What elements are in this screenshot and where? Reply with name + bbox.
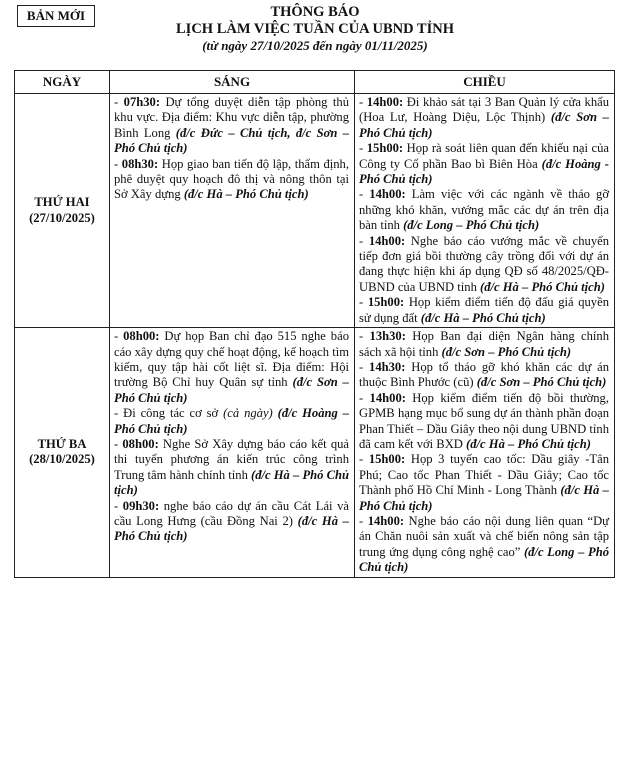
column-header-afternoon: CHIỀU	[355, 71, 615, 94]
item-text: Nghe báo cáo vướng mắc về chuyển tiếp đơn giá bồi thường cây trồng đối với dự án đang thực hiện khi áp dụng QĐ số 48/2025/QĐ-UBND của UBND tỉnh	[359, 233, 609, 294]
item-time: 14h30:	[369, 359, 406, 374]
item-time: 14h00:	[368, 233, 406, 248]
item-responsible: (đ/c Hà – Phó Chủ tịch)	[114, 467, 350, 498]
day-date: (27/10/2025)	[29, 210, 95, 225]
item-time: 08h30:	[121, 156, 159, 171]
item-time: 09h30:	[122, 498, 160, 513]
item-responsible: (đ/c Hà – Phó Chủ tịch)	[480, 279, 605, 294]
item-time: 08h00:	[123, 329, 160, 344]
schedule-item: - 09h30: nghe báo cáo dự án cầu Cát Lái và cầu Long Hưng (cầu Đồng Nai 2) (đ/c Hà – Phó Chủ tịch)	[114, 498, 350, 544]
column-header-morning: SÁNG	[110, 71, 355, 94]
item-time: 13h30:	[369, 329, 406, 344]
item-time: 08h00:	[122, 436, 159, 451]
item-responsible: (đ/c Hà – Phó Chủ tịch)	[114, 513, 349, 544]
item-text: Họp rà soát liên quan đến khiếu nại của Công ty Cổ phần Bao bì Biên Hòa	[359, 141, 610, 171]
item-note: (cả ngày)	[223, 406, 273, 421]
schedule-table	[14, 70, 615, 578]
schedule-item: - 15h00: Họp rà soát liên quan đến khiếu nại của Công ty Cổ phần Bao bì Biên Hòa (đ/c Hoàng - Phó Chủ tịch)	[359, 141, 610, 187]
item-responsible: (đ/c Sơn – Phó Chủ tịch)	[359, 110, 609, 140]
item-time: 14h00:	[367, 513, 405, 528]
item-text: Dự họp Ban chỉ đạo 515 nghe báo cáo xây dựng quy chế hoạt động, kế hoạch tìm kiếm, quy tập hài cốt liệt sĩ. Địa điểm: Hội trường Bộ Chỉ huy Quân sự tỉnh	[114, 329, 349, 390]
item-responsible: (đ/c Hoàng – Phó Chủ tịch)	[114, 406, 350, 436]
day-date: (28/10/2025)	[29, 452, 95, 467]
schedule-subtitle: LỊCH LÀM VIỆC TUẦN CỦA UBND TỈNH	[176, 21, 454, 37]
notice-title: THÔNG BÁO	[270, 4, 360, 20]
schedule-item: - 07h30: Dự tổng duyệt diễn tập phòng thủ khu vực. Địa điểm: Khu vực diễn tập, phường Bình Long (đ/c Đức – Chủ tịch, đ/c Sơn – Phó Chủ tịch)	[114, 95, 350, 156]
schedule-item: - 14h00: Làm việc với các ngành về tháo gỡ những khó khăn, vướng mắc các dự án trên địa bàn tỉnh (đ/c Long – Phó Chủ tịch)	[359, 187, 609, 233]
new-version-badge: BẢN MỚI	[17, 5, 95, 27]
schedule-item: - 08h00: Nghe Sở Xây dựng báo cáo kết quả thi tuyển phương án kiến trúc công trình Trung tâm hành chính tỉnh (đ/c Hà – Phó Chủ tịch)	[114, 436, 350, 498]
item-responsible: (đ/c Sơn – Phó Chủ tịch)	[441, 344, 572, 359]
item-responsible: (đ/c Hà – Phó Chủ tịch)	[359, 483, 609, 513]
item-responsible: (đ/c Hà – Phó Chủ tịch)	[183, 187, 309, 202]
item-responsible: (đ/c Hà – Phó Chủ tịch)	[420, 310, 546, 325]
table-row	[15, 94, 615, 328]
item-responsible: (đ/c Hà – Phó Chủ tịch)	[466, 436, 591, 451]
schedule-item: - 08h00: Dự họp Ban chỉ đạo 515 nghe báo cáo xây dựng quy chế hoạt động, kế hoạch tìm kiếm, quy tập hài cốt liệt sĩ. Địa điểm: Hội trường Bộ Chỉ huy Quân sự tỉnh (đ/c Sơn – Phó Chủ tịch)	[114, 329, 349, 405]
schedule-item: - 14h00: Đi khảo sát tại 3 Ban Quản lý cửa khẩu (Hoa Lư, Hoàng Diệu, Lộc Thịnh) (đ/c Sơn – Phó Chủ tịch)	[359, 95, 609, 140]
schedule-item: - 14h00: Họp kiểm điểm tiến độ bồi thường, GPMB hạng mục bổ sung dự án thành phần đoạn Phan Thiết – Dầu Giây theo nội dung UBND tỉnh đã cam kết với BXD (đ/c Hà – Phó Chủ tịch)	[359, 390, 610, 451]
item-text: Làm việc với các ngành về tháo gỡ những khó khăn, vướng mắc các dự án trên địa bàn tỉnh	[359, 187, 609, 233]
table-row	[15, 328, 615, 578]
item-text: Nghe Sở Xây dựng báo cáo kết quả thi tuyển phương án kiến trúc công trình Trung tâm hành chính tỉnh	[114, 436, 350, 482]
item-responsible: (đ/c Long – Phó Chủ tịch)	[403, 218, 540, 233]
item-text: nghe báo cáo dự án cầu Cát Lái và cầu Long Hưng (cầu Đồng Nai 2)	[114, 498, 350, 528]
item-text: Dự tổng duyệt diễn tập phòng thủ khu vực. Địa điểm: Khu vực diễn tập, phường Bình Long	[114, 95, 350, 140]
item-text: Họp giao ban tiến độ lập, thẩm định, phê duyệt quy hoạch đô thị và nông thôn tại Sở Xây dựng	[114, 156, 349, 202]
item-responsible: (đ/c Hoàng - Phó Chủ tịch)	[359, 156, 609, 187]
table-header-row	[15, 71, 615, 94]
schedule-item: - 15h00: Họp 3 tuyến cao tốc: Dầu giây -Tân Phú; Cao tốc Phan Thiết - Dầu Giây; Cao tốc Thành phố Hồ Chí Minh - Long Thành (đ/c Hà – Phó Chủ tịch)	[359, 452, 610, 513]
item-text: Đi công tác cơ sở	[123, 406, 224, 421]
schedule-item: - 14h00: Nghe báo cáo vướng mắc về chuyển tiếp đơn giá bồi thường cây trồng đối với dự án đang thực hiện khi áp dụng QĐ số 48/2025/QĐ-UBND của UBND tỉnh (đ/c Hà – Phó Chủ tịch)	[359, 233, 609, 294]
date-range: (từ ngày 27/10/2025 đến ngày 01/11/2025)	[202, 38, 428, 53]
item-time: 14h00:	[369, 390, 406, 405]
item-responsible: (đ/c Đức – Chủ tịch, đ/c Sơn – Phó Chủ tịch)	[114, 125, 349, 156]
morning-cell	[110, 94, 355, 328]
item-text: Đi khảo sát tại 3 Ban Quản lý cửa khẩu (Hoa Lư, Hoàng Diệu, Lộc Thịnh)	[359, 95, 609, 125]
afternoon-cell	[355, 94, 615, 328]
day-name: THỨ HAI	[34, 195, 90, 210]
morning-cell	[110, 328, 355, 578]
schedule-item: - 08h30: Họp giao ban tiến độ lập, thẩm định, phê duyệt quy hoạch đô thị và nông thôn tại Sở Xây dựng (đ/c Hà – Phó Chủ tịch)	[114, 156, 349, 202]
item-text: Họp tổ tháo gỡ khó khăn các dự án thuộc Bình Phước (cũ)	[359, 359, 610, 390]
item-text: Họp 3 tuyến cao tốc: Dầu giây -Tân Phú; Cao tốc Phan Thiết - Dầu Giây; Cao tốc Thành phố Hồ Chí Minh - Long Thành	[359, 452, 610, 498]
schedule-item: - Đi công tác cơ sở (cả ngày) (đ/c Hoàng – Phó Chủ tịch)	[114, 406, 350, 436]
day-cell	[15, 94, 110, 328]
item-responsible: (đ/c Sơn – Phó Chủ tịch)	[114, 375, 349, 405]
item-time: 14h00:	[369, 187, 406, 202]
item-text: Họp Ban đại diện Ngân hàng chính sách xã hội tỉnh	[359, 329, 609, 359]
schedule-item: - 15h00: Họp kiểm điểm tiến độ đấu giá quyền sử dụng đất (đ/c Hà – Phó Chủ tịch)	[359, 295, 609, 325]
day-name: THỨ BA	[37, 436, 87, 451]
item-time: 15h00:	[368, 452, 406, 467]
item-text: Họp kiểm điểm tiến độ bồi thường, GPMB hạng mục bổ sung dự án thành phần đoạn Phan Thiết – Dầu Giây theo nội dung UBND tỉnh đã cam kết với BXD	[359, 390, 610, 451]
column-header-day: NGÀY	[15, 71, 110, 94]
item-responsible: (đ/c Sơn – Phó Chủ tịch)	[476, 375, 607, 390]
item-text: Nghe báo cáo nội dung liên quan “Dự án Chăn nuôi sản xuất và chế biến nông sản tập trung ứng dụng công nghệ cao”	[359, 513, 610, 559]
afternoon-cell	[355, 328, 615, 578]
item-responsible: (đ/c Long – Phó Chủ tịch)	[359, 544, 610, 575]
item-time: 07h30:	[123, 95, 161, 109]
day-cell	[15, 328, 110, 578]
item-text: Họp kiểm điểm tiến độ đấu giá quyền sử dụng đất	[359, 295, 609, 325]
item-time: 15h00:	[366, 141, 404, 156]
schedule-item: - 14h00: Nghe báo cáo nội dung liên quan “Dự án Chăn nuôi sản xuất và chế biến nông sản tập trung ứng dụng công nghệ cao” (đ/c Long – Phó Chủ tịch)	[359, 513, 610, 575]
item-time: 15h00:	[367, 295, 405, 310]
schedule-item: - 14h30: Họp tổ tháo gỡ khó khăn các dự án thuộc Bình Phước (cũ) (đ/c Sơn – Phó Chủ tịch)	[359, 359, 610, 390]
schedule-item: - 13h30: Họp Ban đại diện Ngân hàng chính sách xã hội tỉnh (đ/c Sơn – Phó Chủ tịch)	[359, 329, 609, 359]
item-time: 14h00:	[366, 95, 404, 109]
